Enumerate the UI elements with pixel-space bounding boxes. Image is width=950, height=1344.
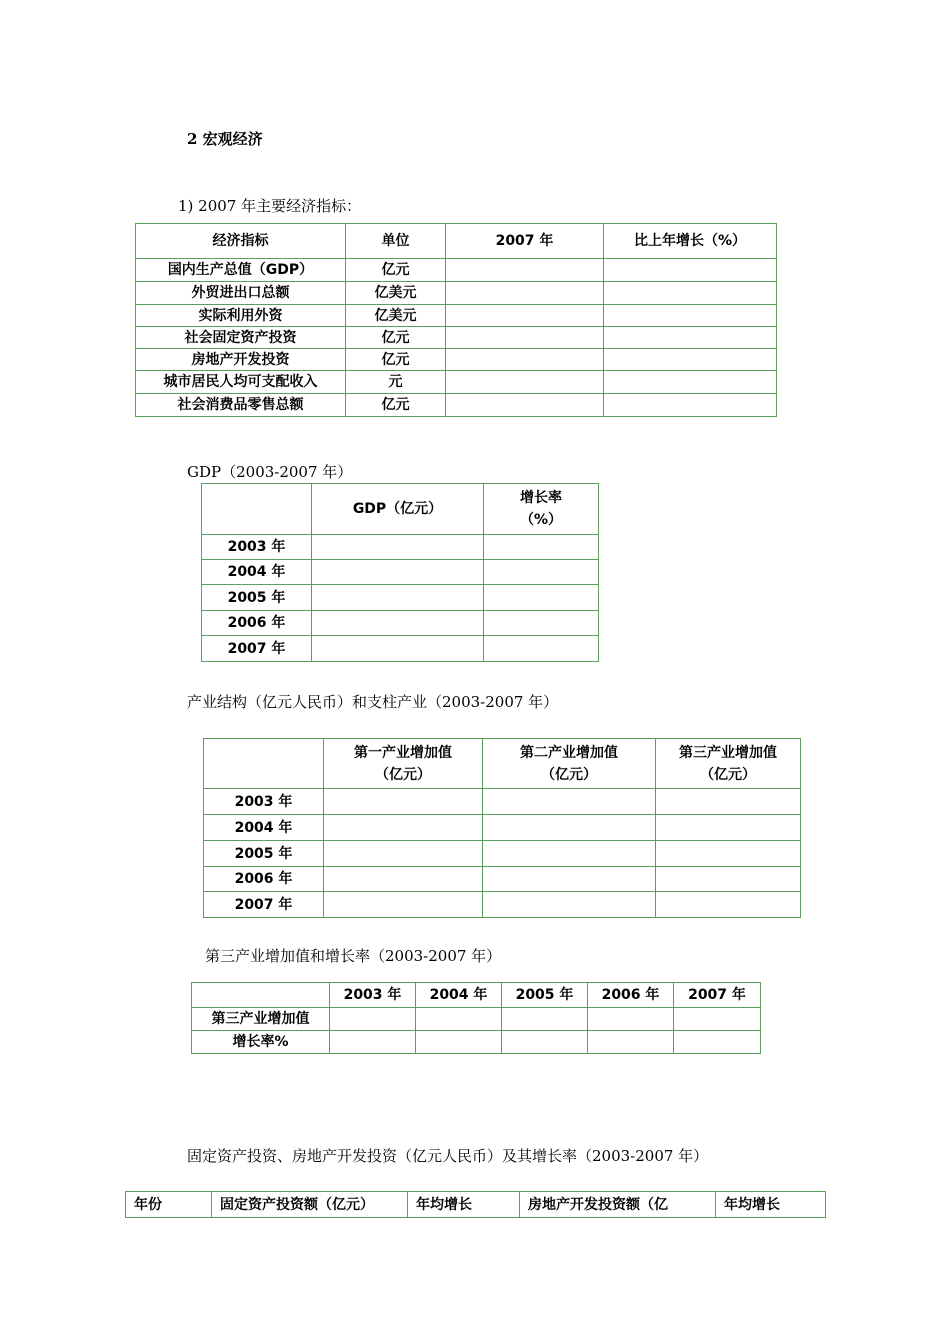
gdp-table xyxy=(201,483,599,662)
value-cell xyxy=(446,371,604,394)
header-cell: 第三产业增加值 （亿元） xyxy=(656,739,801,789)
value-cell xyxy=(446,327,604,349)
year-label: 2007 年 xyxy=(204,892,324,918)
table5-caption: 固定资产投资、房地产开发投资（亿元人民币）及其增长率（2003-2007 年） xyxy=(187,1147,709,1165)
table-row xyxy=(202,560,599,585)
header-cell: 比上年增长（%） xyxy=(604,224,777,259)
value-cell xyxy=(656,841,801,867)
unit-cell: 亿美元 xyxy=(346,282,446,305)
row-label: 社会消费品零售总额 xyxy=(136,394,346,417)
year-label: 2003 年 xyxy=(204,789,324,815)
section-title: 2 宏观经济 xyxy=(187,130,263,148)
table-row xyxy=(136,282,777,305)
header-cell: 2007 年 xyxy=(674,983,761,1008)
header-cell: 2006 年 xyxy=(588,983,674,1008)
value-cell xyxy=(483,867,656,892)
year-label: 2005 年 xyxy=(202,585,312,611)
table-header-row xyxy=(204,739,801,789)
unit-cell: 亿元 xyxy=(346,327,446,349)
table-row xyxy=(136,349,777,371)
header-cell: 经济指标 xyxy=(136,224,346,259)
investment-table xyxy=(125,1191,826,1218)
header-cell: 增长率 （%） xyxy=(484,484,599,535)
header-cell: GDP（亿元） xyxy=(312,484,484,535)
header-cell xyxy=(192,983,330,1008)
value-cell xyxy=(324,841,483,867)
value-cell xyxy=(324,815,483,841)
value-cell xyxy=(588,1008,674,1031)
table-row xyxy=(204,815,801,841)
value-cell xyxy=(330,1031,416,1054)
year-label: 2006 年 xyxy=(202,611,312,636)
header-cell: 固定资产投资额（亿元） xyxy=(212,1192,408,1218)
value-cell xyxy=(312,535,484,560)
row-label: 第三产业增加值 xyxy=(192,1008,330,1031)
value-cell xyxy=(312,585,484,611)
industry-structure-table xyxy=(203,738,801,918)
year-label: 2003 年 xyxy=(202,535,312,560)
table4-caption: 第三产业增加值和增长率（2003-2007 年） xyxy=(205,947,502,965)
header-cell: 第一产业增加值 （亿元） xyxy=(324,739,483,789)
value-cell xyxy=(416,1031,502,1054)
table-row xyxy=(136,259,777,282)
value-cell xyxy=(446,259,604,282)
row-label: 实际利用外资 xyxy=(136,305,346,327)
table-row xyxy=(202,636,599,662)
value-cell xyxy=(604,282,777,305)
value-cell xyxy=(604,394,777,417)
value-cell xyxy=(656,892,801,918)
value-cell xyxy=(656,867,801,892)
table-row xyxy=(204,841,801,867)
value-cell xyxy=(446,349,604,371)
table2-caption: GDP（2003-2007 年） xyxy=(187,463,353,481)
value-cell xyxy=(484,611,599,636)
header-cell: 2005 年 xyxy=(502,983,588,1008)
value-cell xyxy=(656,789,801,815)
value-cell xyxy=(588,1031,674,1054)
value-cell xyxy=(312,636,484,662)
row-label: 外贸进出口总额 xyxy=(136,282,346,305)
unit-cell: 亿美元 xyxy=(346,305,446,327)
value-cell xyxy=(312,560,484,585)
value-cell xyxy=(324,867,483,892)
table-header-row xyxy=(136,224,777,259)
value-cell xyxy=(604,371,777,394)
header-cell xyxy=(204,739,324,789)
value-cell xyxy=(324,892,483,918)
value-cell xyxy=(446,282,604,305)
header-cell: 2003 年 xyxy=(330,983,416,1008)
unit-cell: 亿元 xyxy=(346,394,446,417)
value-cell xyxy=(502,1008,588,1031)
value-cell xyxy=(312,611,484,636)
table-header-row xyxy=(202,484,599,535)
value-cell xyxy=(484,585,599,611)
table-row xyxy=(202,585,599,611)
value-cell xyxy=(484,560,599,585)
value-cell xyxy=(483,815,656,841)
value-cell xyxy=(674,1031,761,1054)
year-label: 2006 年 xyxy=(204,867,324,892)
unit-cell: 元 xyxy=(346,371,446,394)
table-row xyxy=(204,789,801,815)
row-label: 国内生产总值（GDP） xyxy=(136,259,346,282)
header-cell: 房地产开发投资额（亿 xyxy=(520,1192,716,1218)
table-row xyxy=(204,892,801,918)
header-cell: 2004 年 xyxy=(416,983,502,1008)
year-label: 2004 年 xyxy=(202,560,312,585)
value-cell xyxy=(484,636,599,662)
value-cell xyxy=(656,815,801,841)
table-row xyxy=(136,327,777,349)
value-cell xyxy=(674,1008,761,1031)
table-row xyxy=(192,1031,761,1054)
table-header-row xyxy=(126,1192,826,1218)
table-row xyxy=(192,1008,761,1031)
value-cell xyxy=(416,1008,502,1031)
header-cell: 年均增长 xyxy=(716,1192,826,1218)
value-cell xyxy=(502,1031,588,1054)
value-cell xyxy=(483,841,656,867)
header-cell: 年份 xyxy=(126,1192,212,1218)
table-header-row xyxy=(192,983,761,1008)
table-row xyxy=(136,305,777,327)
value-cell xyxy=(330,1008,416,1031)
unit-cell: 亿元 xyxy=(346,349,446,371)
year-label: 2005 年 xyxy=(204,841,324,867)
row-label: 增长率% xyxy=(192,1031,330,1054)
value-cell xyxy=(604,305,777,327)
header-cell: 单位 xyxy=(346,224,446,259)
value-cell xyxy=(604,327,777,349)
table1-caption: 1) 2007 年主要经济指标： xyxy=(178,197,362,215)
header-cell: 第二产业增加值 （亿元） xyxy=(483,739,656,789)
value-cell xyxy=(484,535,599,560)
indicators-table xyxy=(135,223,777,417)
value-cell xyxy=(483,789,656,815)
header-cell: 年均增长 xyxy=(408,1192,520,1218)
table-row xyxy=(136,394,777,417)
year-label: 2004 年 xyxy=(204,815,324,841)
tertiary-industry-table xyxy=(191,982,761,1054)
value-cell xyxy=(446,394,604,417)
row-label: 城市居民人均可支配收入 xyxy=(136,371,346,394)
unit-cell: 亿元 xyxy=(346,259,446,282)
table-row xyxy=(136,371,777,394)
value-cell xyxy=(604,259,777,282)
value-cell xyxy=(604,349,777,371)
year-label: 2007 年 xyxy=(202,636,312,662)
table-row xyxy=(202,611,599,636)
value-cell xyxy=(446,305,604,327)
table3-caption: 产业结构（亿元人民币）和支柱产业（2003-2007 年） xyxy=(187,693,559,711)
table-row xyxy=(204,867,801,892)
table-row xyxy=(202,535,599,560)
header-cell: 2007 年 xyxy=(446,224,604,259)
value-cell xyxy=(324,789,483,815)
row-label: 房地产开发投资 xyxy=(136,349,346,371)
value-cell xyxy=(483,892,656,918)
row-label: 社会固定资产投资 xyxy=(136,327,346,349)
header-cell xyxy=(202,484,312,535)
